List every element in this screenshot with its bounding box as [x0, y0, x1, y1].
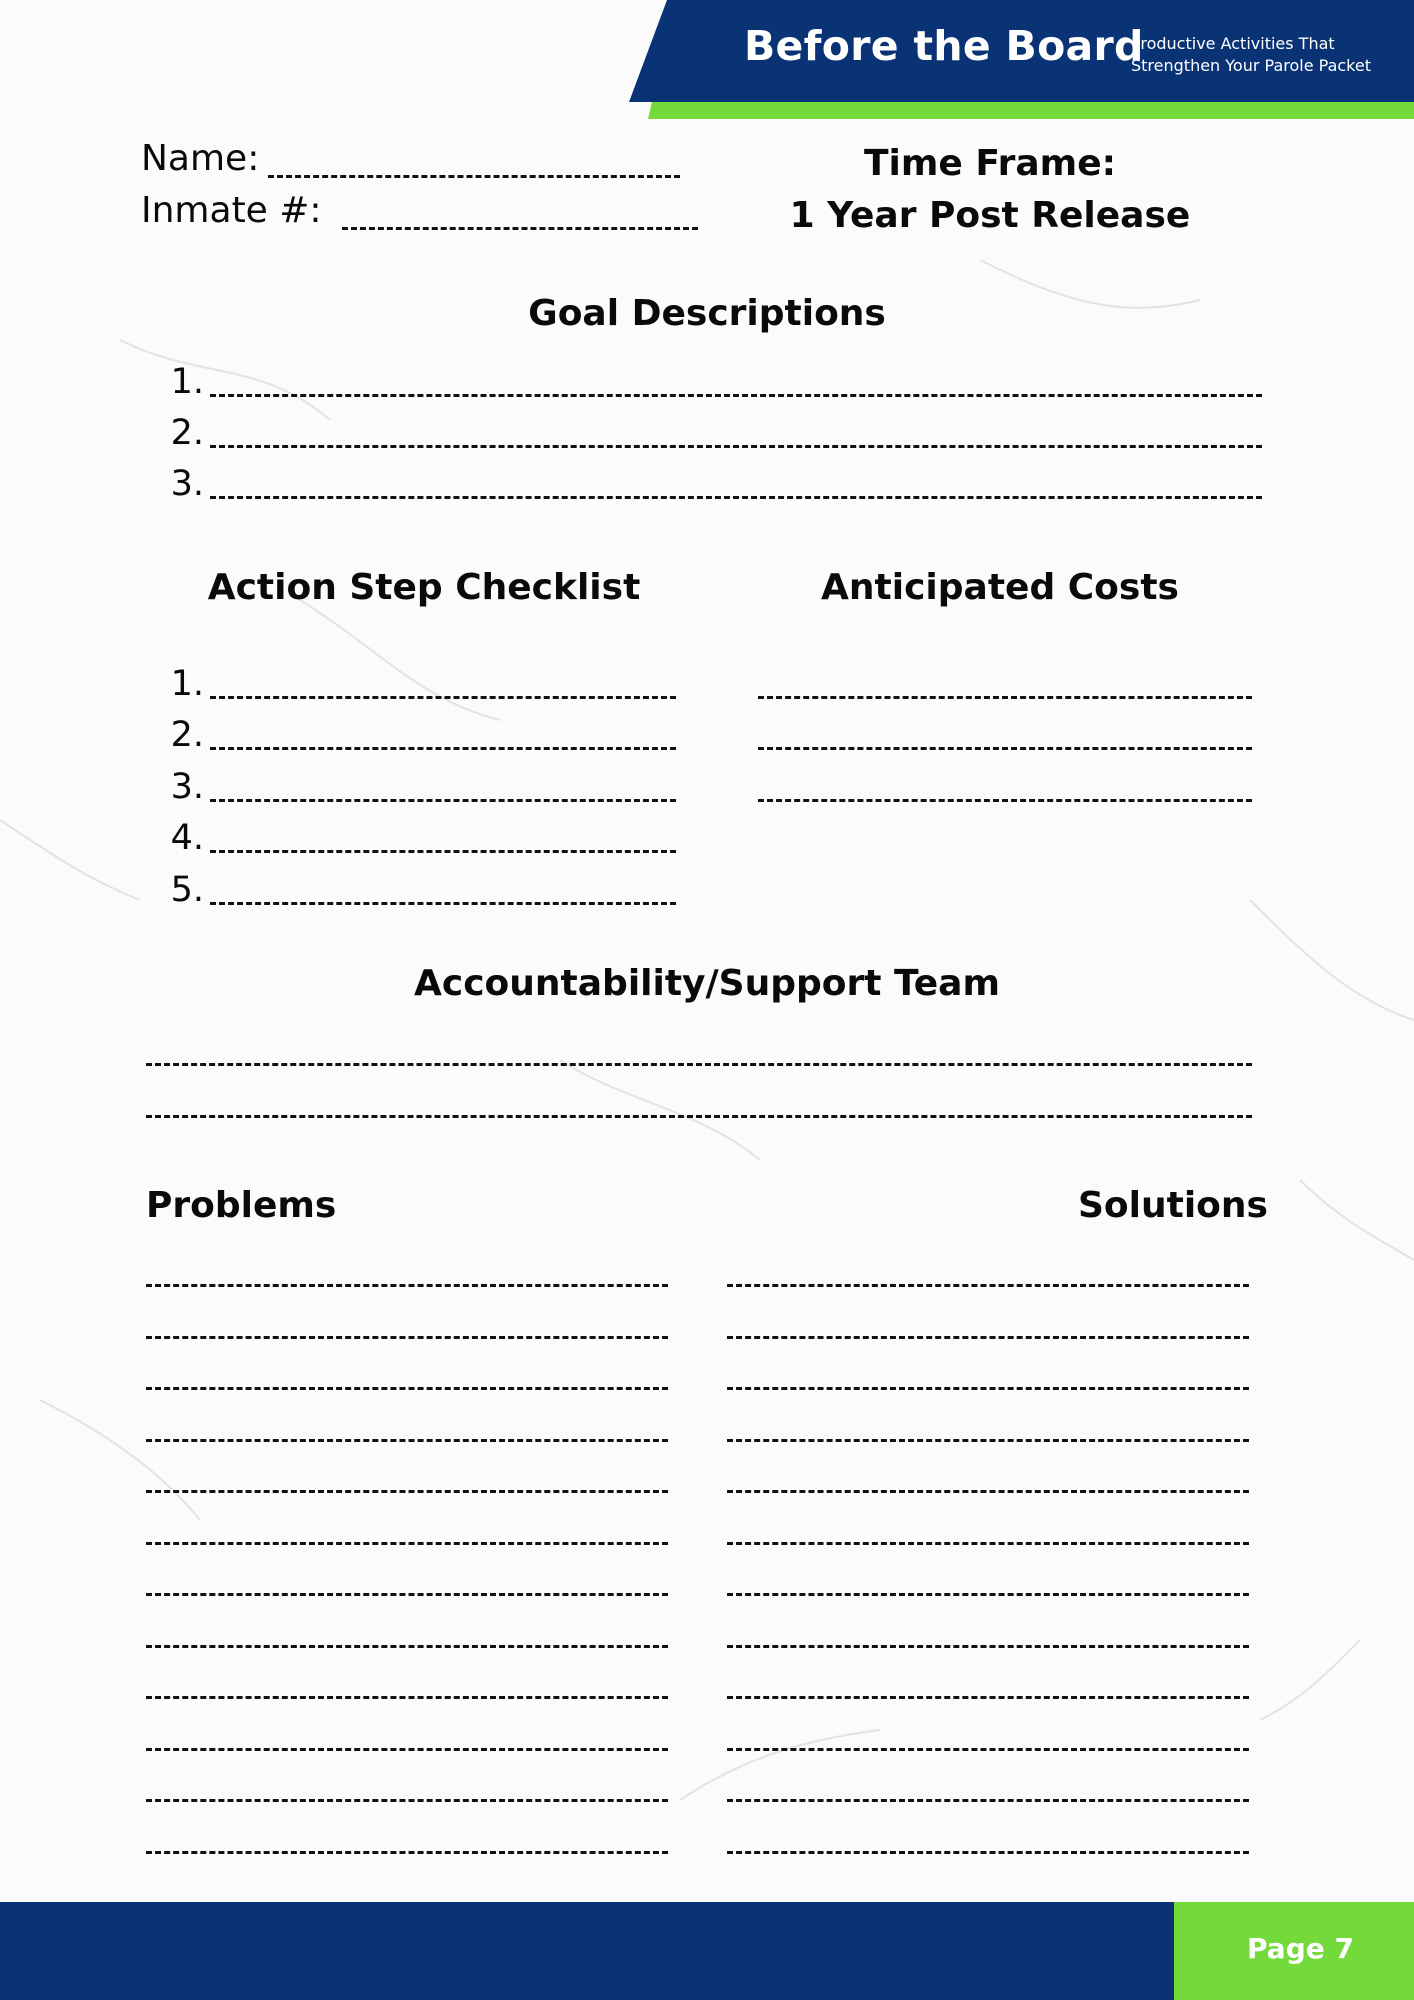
header-accent-bar	[648, 102, 1414, 119]
action-number: 4.	[170, 818, 204, 858]
name-label: Name:	[141, 138, 260, 179]
solution-line[interactable]	[727, 1799, 1249, 1802]
solution-line[interactable]	[727, 1439, 1249, 1442]
problem-line[interactable]	[146, 1748, 668, 1751]
goal-descriptions-heading: Goal Descriptions	[528, 293, 886, 334]
action-steps-heading: Action Step Checklist	[207, 567, 641, 608]
problem-line[interactable]	[146, 1284, 668, 1287]
cost-line[interactable]	[758, 696, 1252, 699]
problem-line[interactable]	[146, 1696, 668, 1699]
footer-bar	[0, 1902, 1174, 2000]
solution-line[interactable]	[727, 1593, 1249, 1596]
cost-line[interactable]	[758, 799, 1252, 802]
solution-line[interactable]	[727, 1645, 1249, 1648]
solution-line[interactable]	[727, 1696, 1249, 1699]
solution-line[interactable]	[727, 1490, 1249, 1493]
action-line[interactable]	[210, 850, 676, 853]
goal-line[interactable]	[210, 445, 1262, 448]
problems-heading: Problems	[146, 1185, 337, 1226]
action-number: 5.	[170, 870, 204, 910]
solution-line[interactable]	[727, 1336, 1249, 1339]
goal-number: 1.	[170, 362, 204, 402]
time-frame-value: 1 Year Post Release	[789, 195, 1191, 236]
action-line[interactable]	[210, 696, 676, 699]
action-number: 1.	[170, 664, 204, 704]
header-subtitle-line2: Strengthen Your Parole Packet	[1131, 56, 1371, 75]
inmate-number-field[interactable]	[342, 227, 698, 230]
problem-line[interactable]	[146, 1645, 668, 1648]
problem-line[interactable]	[146, 1593, 668, 1596]
action-line[interactable]	[210, 902, 676, 905]
anticipated-costs-heading: Anticipated Costs	[821, 567, 1179, 608]
action-number: 3.	[170, 767, 204, 807]
solution-line[interactable]	[727, 1748, 1249, 1751]
cost-line[interactable]	[758, 747, 1252, 750]
support-line[interactable]	[146, 1063, 1252, 1066]
solution-line[interactable]	[727, 1542, 1249, 1545]
problem-line[interactable]	[146, 1439, 668, 1442]
action-line[interactable]	[210, 799, 676, 802]
problem-line[interactable]	[146, 1799, 668, 1802]
problem-line[interactable]	[146, 1542, 668, 1545]
header-title: Before the Board	[744, 22, 1144, 70]
goal-line[interactable]	[210, 496, 1262, 499]
time-frame-label: Time Frame:	[863, 143, 1117, 184]
solution-line[interactable]	[727, 1387, 1249, 1390]
inmate-label: Inmate #:	[141, 190, 322, 231]
page-number: Page 7	[1247, 1932, 1354, 1965]
support-team-heading: Accountability/Support Team	[414, 963, 1000, 1004]
problem-line[interactable]	[146, 1387, 668, 1390]
action-line[interactable]	[210, 747, 676, 750]
header-subtitle	[1131, 33, 1401, 77]
solution-line[interactable]	[727, 1284, 1249, 1287]
name-field[interactable]	[268, 175, 680, 178]
solution-line[interactable]	[727, 1851, 1249, 1854]
goal-number: 2.	[170, 413, 204, 453]
problem-line[interactable]	[146, 1851, 668, 1854]
header-subtitle-line1: Productive Activities That	[1131, 34, 1335, 53]
support-line[interactable]	[146, 1115, 1252, 1118]
goal-number: 3.	[170, 464, 204, 504]
problem-line[interactable]	[146, 1490, 668, 1493]
goal-line[interactable]	[210, 394, 1262, 397]
action-number: 2.	[170, 715, 204, 755]
solutions-heading: Solutions	[1078, 1185, 1268, 1226]
problem-line[interactable]	[146, 1336, 668, 1339]
